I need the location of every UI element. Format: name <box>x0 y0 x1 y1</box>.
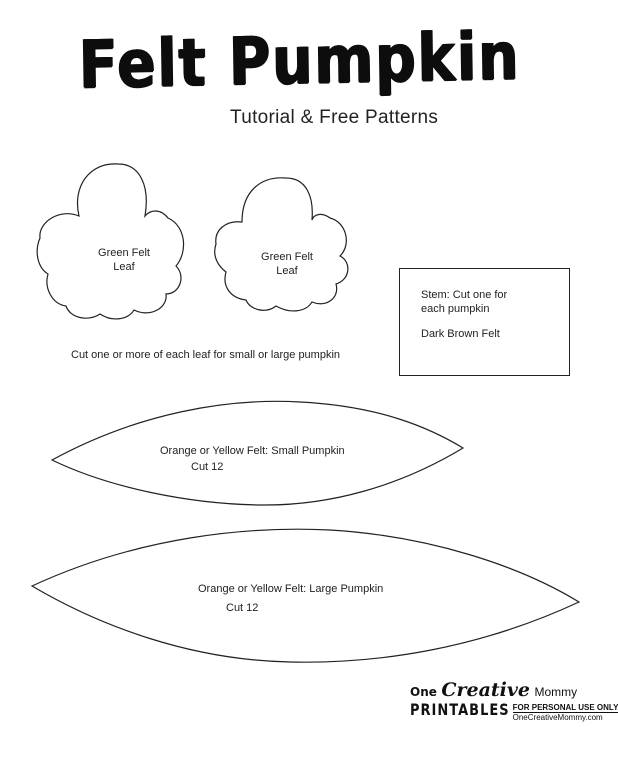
brand-logo <box>410 680 618 722</box>
leaf-instruction-note: Cut one or more of each leaf for small or large pumpkin <box>71 349 341 361</box>
small-segment-cut-count: Cut 12 <box>191 461 224 473</box>
large-segment-cut-count: Cut 12 <box>226 602 259 614</box>
stem-pattern-box <box>399 268 570 376</box>
stem-line: Stem: Cut one for <box>421 289 508 301</box>
leaf-label <box>84 246 164 274</box>
stem-material: Dark Brown Felt <box>421 328 500 340</box>
leaf-label <box>247 250 327 278</box>
page-subtitle: Tutorial & Free Patterns <box>230 107 439 128</box>
large-segment-label: Orange or Yellow Felt: Large Pumpkin <box>198 583 384 595</box>
leaf-label-line: Leaf <box>113 261 135 273</box>
stem-instructions <box>421 288 507 316</box>
leaf-label-line: Green Felt <box>261 251 313 263</box>
brand-one: One <box>410 685 437 699</box>
page-title: Felt Pumpkin <box>78 17 522 104</box>
leaf-label-line: Green Felt <box>98 247 150 259</box>
leaf-pattern-outline <box>37 164 183 319</box>
stem-line: each pumpkin <box>421 303 490 315</box>
leaf-pattern-outline <box>215 178 348 311</box>
personal-use-notice: FOR PERSONAL USE ONLY <box>512 703 618 712</box>
small-segment-label: Orange or Yellow Felt: Small Pumpkin <box>160 445 345 457</box>
brand-mommy: Mommy <box>534 685 578 699</box>
leaf-label-line: Leaf <box>276 265 298 277</box>
brand-printables: PRINTABLES <box>410 701 510 720</box>
site-url: OneCreativeMommy.com <box>512 713 603 722</box>
brand-creative: Creative <box>441 679 530 701</box>
